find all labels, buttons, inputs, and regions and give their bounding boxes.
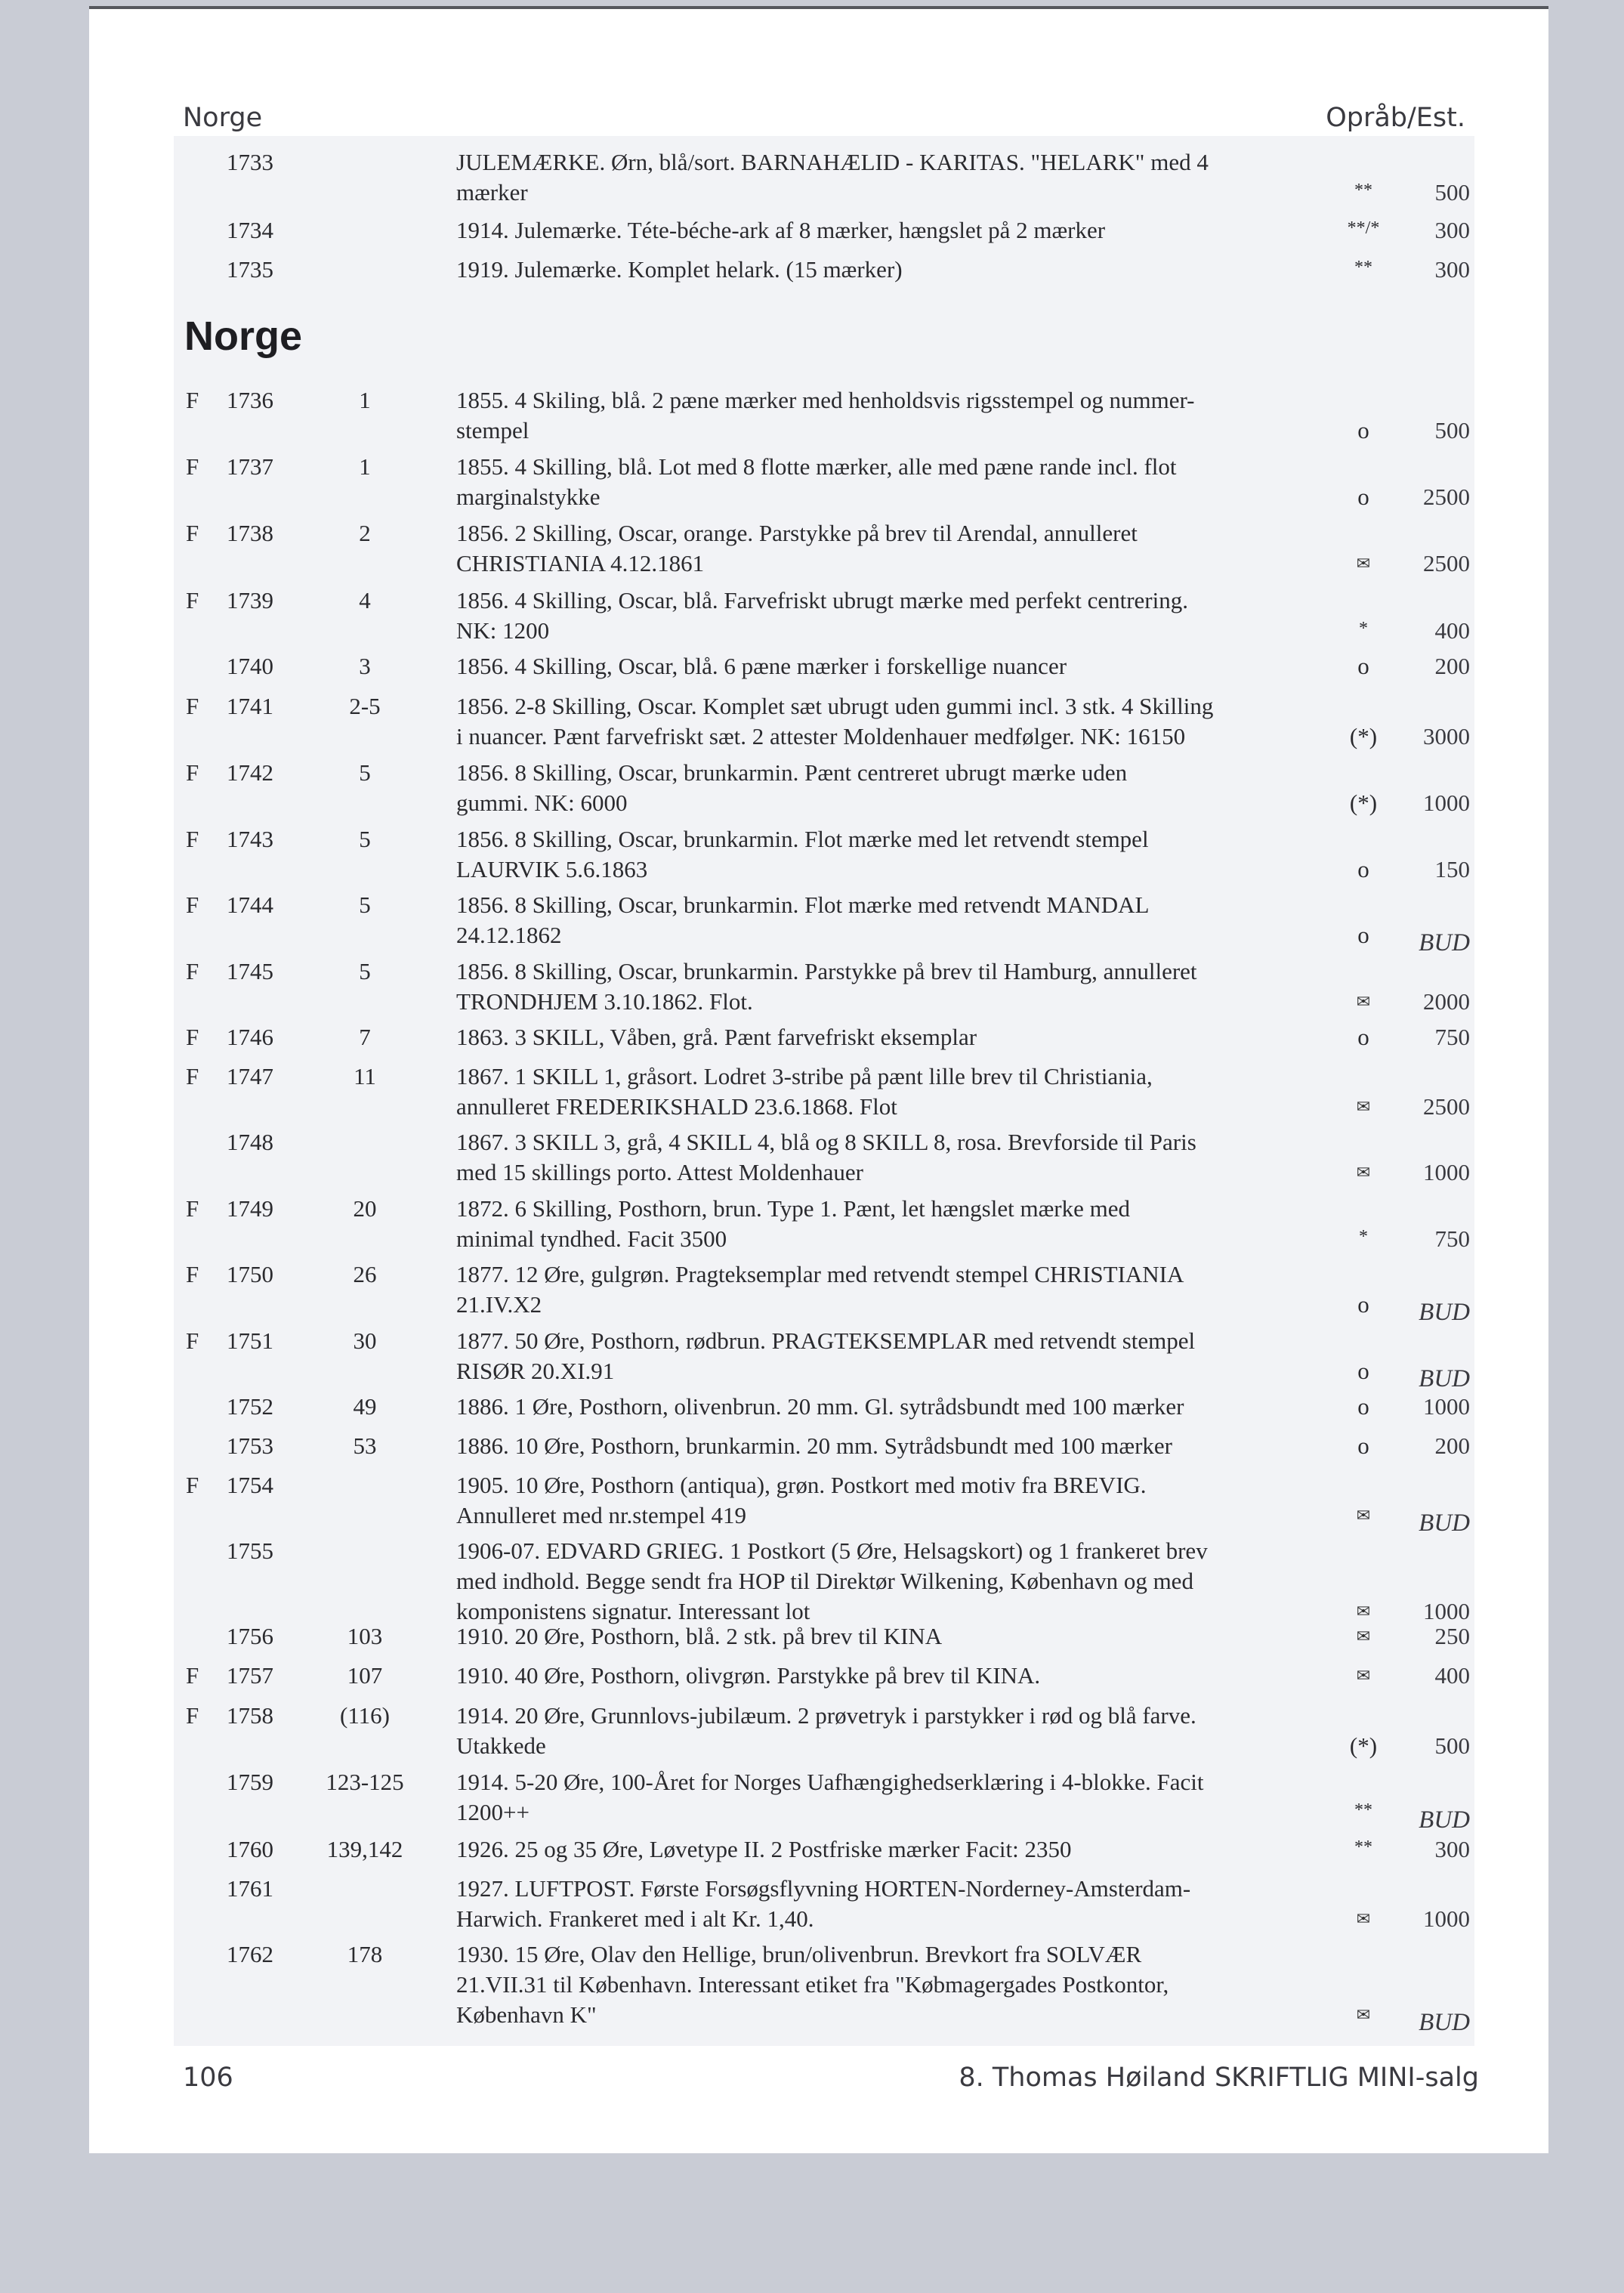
lot-row (0, 1431, 1624, 1461)
running-header-country: Norge (183, 103, 263, 133)
estimate-price: 2500 (1423, 550, 1470, 576)
lot-description (456, 651, 1325, 681)
estimate-price: 300 (1434, 256, 1470, 283)
estimate-price: BUD (1419, 1510, 1470, 1537)
estimate-price: BUD (1419, 1365, 1470, 1392)
lot-number: 1755 (227, 1537, 273, 1564)
catalog-number: 123-125 (326, 1769, 404, 1795)
estimate-price: 150 (1434, 856, 1470, 882)
lot-row (0, 1767, 1624, 1834)
description-line: med indhold. Begge sendt fra HOP til Direktør Wilkening, København og med (456, 1568, 1193, 1594)
lot-number: 1761 (227, 1875, 273, 1902)
lot-number: 1740 (227, 653, 273, 679)
description-line: 1910. 40 Øre, Posthorn, olivgrøn. Parstykke på brev til KINA. (456, 1662, 1041, 1689)
catalog-number: 3 (359, 653, 371, 679)
condition-mark: (*) (1349, 1732, 1378, 1759)
description-line: i nuancer. Pænt farvefriskt sæt. 2 attester Moldenhauer medfølger. NK: 16150 (456, 723, 1186, 749)
lot-number: 1735 (227, 256, 273, 283)
lot-row (0, 1661, 1624, 1691)
lot-description (456, 1392, 1325, 1422)
lot-description (456, 586, 1325, 646)
description-line: 1856. 8 Skilling, Oscar, brunkarmin. Flot mærke med retvendt MANDAL (456, 892, 1150, 918)
page-number: 106 (183, 2063, 233, 2093)
lot-number: 1743 (227, 826, 273, 852)
lot-number: 1747 (227, 1063, 273, 1089)
lot-row (0, 1127, 1624, 1188)
lot-row (0, 452, 1624, 512)
description-line: 1200++ (456, 1799, 529, 1825)
lot-number: 1748 (227, 1129, 273, 1155)
lot-row (0, 1939, 1624, 2036)
lot-row (0, 1621, 1624, 1652)
description-line: marginalstykke (456, 484, 601, 510)
estimate-price: 750 (1434, 1024, 1470, 1050)
lot-number: 1757 (227, 1662, 273, 1689)
condition-mark: ** (1354, 181, 1372, 200)
lot-description (456, 1259, 1325, 1320)
catalog-number: 20 (353, 1195, 377, 1222)
condition-mark: o (1357, 1358, 1369, 1384)
estimate-price: 2000 (1423, 988, 1470, 1015)
lot-row (0, 1392, 1624, 1422)
lot-row (0, 1259, 1624, 1326)
catalog-number: 49 (353, 1393, 377, 1420)
cover-icon: ✉ (1356, 554, 1371, 573)
description-line: minimal tyndhed. Facit 3500 (456, 1225, 727, 1252)
description-line: 24.12.1862 (456, 922, 562, 948)
description-line: gummi. NK: 6000 (456, 790, 628, 816)
catalog-number: 11 (354, 1063, 376, 1089)
lot-description (456, 1939, 1325, 2030)
catalog-number: 30 (353, 1327, 377, 1354)
cover-icon: ✉ (1356, 1097, 1371, 1116)
lot-row (0, 890, 1624, 956)
lot-number: 1752 (227, 1393, 273, 1420)
lot-description (456, 1326, 1325, 1386)
cover-icon: ✉ (1356, 1627, 1371, 1646)
lot-flag: F (186, 958, 199, 984)
lot-flag: F (186, 892, 199, 918)
lot-description (456, 385, 1325, 446)
estimate-price: 400 (1434, 617, 1470, 644)
description-line: NK: 1200 (456, 617, 550, 644)
lot-flag: F (186, 587, 199, 613)
cover-icon: ✉ (1356, 1909, 1371, 1928)
lot-row (0, 147, 1624, 208)
condition-mark: o (1357, 484, 1369, 510)
lot-row (0, 215, 1624, 246)
lot-flag: F (186, 1063, 199, 1089)
description-line: 1856. 4 Skilling, Oscar, blå. 6 pæne mærker i forskellige nuancer (456, 653, 1067, 679)
estimate-price: 200 (1434, 653, 1470, 679)
lot-number: 1760 (227, 1836, 273, 1862)
catalog-number: 178 (347, 1941, 383, 1967)
estimate-price: 500 (1434, 1732, 1470, 1759)
description-line: 1856. 8 Skilling, Oscar, brunkarmin. Parstykke på brev til Hamburg, annulleret (456, 958, 1197, 984)
description-line: 1926. 25 og 35 Øre, Løvetype II. 2 Postfriske mærker Facit: 2350 (456, 1836, 1072, 1862)
description-line: 1856. 2-8 Skilling, Oscar. Komplet sæt ubrugt uden gummi incl. 3 stk. 4 Skilling (456, 693, 1214, 719)
estimate-price: 300 (1434, 217, 1470, 243)
condition-mark: ** (1354, 1800, 1372, 1820)
description-line: annulleret FREDERIKSHALD 23.6.1868. Flot (456, 1093, 897, 1120)
estimate-price: 750 (1434, 1225, 1470, 1252)
description-line: 1856. 8 Skilling, Oscar, brunkarmin. Flot mærke med let retvendt stempel (456, 826, 1149, 852)
description-line: 1906-07. EDVARD GRIEG. 1 Postkort (5 Øre, Helsagskort) og 1 frankeret brev (456, 1537, 1208, 1564)
lot-description (456, 1767, 1325, 1828)
description-line: CHRISTIANIA 4.12.1861 (456, 550, 705, 576)
lot-row (0, 1701, 1624, 1761)
catalog-number: 5 (359, 759, 371, 786)
lot-row (0, 1326, 1624, 1392)
description-line: stempel (456, 417, 529, 443)
lot-number: 1758 (227, 1702, 273, 1729)
lot-number: 1736 (227, 387, 273, 413)
lot-flag: F (186, 387, 199, 413)
catalog-number: 2 (359, 520, 371, 546)
lot-number: 1734 (227, 217, 273, 243)
lot-description (456, 956, 1325, 1017)
lot-row (0, 1022, 1624, 1052)
condition-mark: o (1357, 1291, 1369, 1318)
lot-flag: F (186, 693, 199, 719)
description-line: 1930. 15 Øre, Olav den Hellige, brun/olivenbrun. Brevkort fra SOLVÆR (456, 1941, 1142, 1967)
estimate-price: 1000 (1423, 1393, 1470, 1420)
description-line: 1863. 3 SKILL, Våben, grå. Pænt farvefriskt eksemplar (456, 1024, 977, 1050)
description-line: Utakkede (456, 1732, 546, 1759)
catalog-number: 2-5 (349, 693, 381, 719)
cover-icon: ✉ (1356, 2005, 1371, 2024)
description-line: 1867. 3 SKILL 3, grå, 4 SKILL 4, blå og 8 SKILL 8, rosa. Brevforside til Paris (456, 1129, 1196, 1155)
lot-row (0, 1470, 1624, 1537)
lot-number: 1751 (227, 1327, 273, 1354)
lot-description (456, 1127, 1325, 1188)
lot-description (456, 890, 1325, 950)
catalog-number: 107 (347, 1662, 383, 1689)
lot-number: 1742 (227, 759, 273, 786)
description-line: 1886. 10 Øre, Posthorn, brunkarmin. 20 mm. Sytrådsbundt med 100 mærker (456, 1432, 1172, 1459)
lot-number: 1738 (227, 520, 273, 546)
description-line: RISØR 20.XI.91 (456, 1358, 615, 1384)
description-line: København K" (456, 2001, 597, 2028)
lot-row (0, 1874, 1624, 1934)
lot-number: 1750 (227, 1261, 273, 1287)
lot-flag: F (186, 759, 199, 786)
catalog-number: 4 (359, 587, 371, 613)
description-line: 1856. 4 Skilling, Oscar, blå. Farvefriskt ubrugt mærke med perfekt centrering. (456, 587, 1188, 613)
estimate-price: 200 (1434, 1432, 1470, 1459)
lot-flag: F (186, 1662, 199, 1689)
description-line: Annulleret med nr.stempel 419 (456, 1502, 746, 1528)
description-line: 1856. 2 Skilling, Oscar, orange. Parstykke på brev til Arendal, annulleret (456, 520, 1138, 546)
lot-description (456, 215, 1325, 246)
estimate-price: 250 (1434, 1623, 1470, 1649)
lot-description (456, 1874, 1325, 1934)
lot-description (456, 1834, 1325, 1865)
cover-icon: ✉ (1356, 1602, 1371, 1621)
estimate-price: 400 (1434, 1662, 1470, 1689)
lot-description (456, 1022, 1325, 1052)
lot-row (0, 691, 1624, 752)
condition-mark: ** (1354, 1837, 1372, 1857)
lot-description (456, 1701, 1325, 1761)
lot-description (456, 255, 1325, 285)
lot-number: 1733 (227, 149, 273, 175)
condition-mark: o (1357, 1393, 1369, 1420)
lot-number: 1759 (227, 1769, 273, 1795)
lot-row (0, 518, 1624, 579)
cover-icon: ✉ (1356, 1506, 1371, 1525)
description-line: 1872. 6 Skilling, Posthorn, brun. Type 1. Pænt, let hængslet mærke med (456, 1195, 1130, 1222)
estimate-price: 2500 (1423, 1093, 1470, 1120)
estimate-price: 300 (1434, 1836, 1470, 1862)
running-header-column-label: Opråb/Est. (1326, 103, 1465, 133)
lot-number: 1744 (227, 892, 273, 918)
condition-mark: * (1359, 619, 1368, 638)
description-line: 1877. 50 Øre, Posthorn, rødbrun. PRAGTEKSEMPLAR med retvendt stempel (456, 1327, 1196, 1354)
lot-description (456, 758, 1325, 818)
lot-number: 1753 (227, 1432, 273, 1459)
description-line: 1855. 4 Skilling, blå. Lot med 8 flotte mærker, alle med pæne rande incl. flot (456, 453, 1177, 480)
condition-mark: **/* (1347, 218, 1380, 238)
lot-flag: F (186, 1195, 199, 1222)
lot-description (456, 1431, 1325, 1461)
description-line: 21.IV.X2 (456, 1291, 542, 1318)
lot-description (456, 147, 1325, 208)
estimate-price: 1000 (1423, 790, 1470, 816)
estimate-price: 2500 (1423, 484, 1470, 510)
description-line: 1910. 20 Øre, Posthorn, blå. 2 stk. på brev til KINA (456, 1623, 943, 1649)
description-line: 1919. Julemærke. Komplet helark. (15 mærker) (456, 256, 903, 283)
description-line: LAURVIK 5.6.1863 (456, 856, 648, 882)
condition-mark: (*) (1349, 723, 1378, 749)
condition-mark: o (1357, 653, 1369, 679)
catalog-number: (116) (340, 1702, 390, 1729)
condition-mark: o (1357, 417, 1369, 443)
estimate-price: 1000 (1423, 1598, 1470, 1624)
condition-mark: * (1359, 1227, 1368, 1247)
lot-number: 1741 (227, 693, 273, 719)
lot-description (456, 1536, 1325, 1627)
catalog-number: 5 (359, 826, 371, 852)
catalog-number: 5 (359, 958, 371, 984)
lot-flag: F (186, 826, 199, 852)
description-line: 1867. 1 SKILL 1, gråsort. Lodret 3-stribe på pænt lille brev til Christiania, (456, 1063, 1153, 1089)
lot-number: 1737 (227, 453, 273, 480)
catalog-title: 8. Thomas Høiland SKRIFTLIG MINI-salg (959, 2063, 1479, 2093)
cover-icon: ✉ (1356, 1163, 1371, 1182)
lot-description (456, 518, 1325, 579)
lot-row (0, 1194, 1624, 1254)
condition-mark: o (1357, 922, 1369, 948)
description-line: 1905. 10 Øre, Posthorn (antiqua), grøn. Postkort med motiv fra BREVIG. (456, 1472, 1147, 1498)
lot-number: 1746 (227, 1024, 273, 1050)
estimate-price: BUD (1419, 1806, 1470, 1834)
condition-mark: o (1357, 1024, 1369, 1050)
lot-row (0, 1834, 1624, 1865)
estimate-price: 3000 (1423, 723, 1470, 749)
catalog-number: 5 (359, 892, 371, 918)
catalog-number: 139,142 (326, 1836, 403, 1862)
lot-row (0, 1536, 1624, 1627)
catalog-number: 103 (347, 1623, 383, 1649)
condition-mark: o (1357, 856, 1369, 882)
description-line: 1927. LUFTPOST. Første Forsøgsflyvning HORTEN-Norderney-Amsterdam- (456, 1875, 1191, 1902)
lot-row (0, 586, 1624, 646)
estimate-price: BUD (1419, 929, 1470, 956)
catalog-number: 1 (359, 387, 371, 413)
lot-flag: F (186, 1261, 199, 1287)
lot-row (0, 1062, 1624, 1122)
estimate-price: 1000 (1423, 1905, 1470, 1932)
lot-description (456, 1621, 1325, 1652)
lot-description (456, 452, 1325, 512)
lot-description (456, 1194, 1325, 1254)
lot-number: 1754 (227, 1472, 273, 1498)
description-line: 1914. 20 Øre, Grunnlovs-jubilæum. 2 prøvetryk i parstykker i rød og blå farve. (456, 1702, 1196, 1729)
estimate-price: 500 (1434, 179, 1470, 206)
estimate-price: 1000 (1423, 1159, 1470, 1185)
lot-flag: F (186, 520, 199, 546)
description-line: 1914. 5-20 Øre, 100-Året for Norges Uafhængighedserklæring i 4-blokke. Facit (456, 1769, 1204, 1795)
condition-mark: (*) (1349, 790, 1378, 816)
lot-number: 1756 (227, 1623, 273, 1649)
condition-mark: ** (1354, 258, 1372, 277)
lot-flag: F (186, 1024, 199, 1050)
lot-flag: F (186, 1472, 199, 1498)
description-line: mærker (456, 179, 528, 206)
lot-flag: F (186, 1327, 199, 1354)
cover-icon: ✉ (1356, 992, 1371, 1011)
description-line: 21.VII.31 til København. Interessant etiket fra "Købmagergades Postkontor, (456, 1971, 1169, 1998)
description-line: Harwich. Frankeret med i alt Kr. 1,40. (456, 1905, 814, 1932)
description-line: 1856. 8 Skilling, Oscar, brunkarmin. Pænt centreret ubrugt mærke uden (456, 759, 1128, 786)
description-line: med 15 skillings porto. Attest Moldenhauer (456, 1159, 864, 1185)
lot-description (456, 1470, 1325, 1531)
description-line: 1886. 1 Øre, Posthorn, olivenbrun. 20 mm. Gl. sytrådsbundt med 100 mærker (456, 1393, 1184, 1420)
description-line: JULEMÆRKE. Ørn, blå/sort. BARNAHÆLID - KARITAS. "HELARK" med 4 (456, 149, 1209, 175)
lot-row (0, 824, 1624, 885)
lot-number: 1762 (227, 1941, 273, 1967)
estimate-price: BUD (1419, 1299, 1470, 1326)
lot-flag: F (186, 1702, 199, 1729)
description-line: TRONDHJEM 3.10.1862. Flot. (456, 988, 753, 1015)
estimate-price: BUD (1419, 2009, 1470, 2036)
estimate-price: 500 (1434, 417, 1470, 443)
description-line: 1855. 4 Skiling, blå. 2 pæne mærker med henholdsvis rigsstempel og nummer- (456, 387, 1195, 413)
page-top-edge (89, 6, 1548, 9)
lot-row (0, 758, 1624, 818)
description-line: 1877. 12 Øre, gulgrøn. Pragteksemplar med retvendt stempel CHRISTIANIA (456, 1261, 1184, 1287)
catalog-number: 7 (359, 1024, 371, 1050)
lot-description (456, 1661, 1325, 1691)
lot-row (0, 956, 1624, 1017)
cover-icon: ✉ (1356, 1666, 1371, 1685)
lot-description (456, 1062, 1325, 1122)
lot-row (0, 255, 1624, 285)
lot-row (0, 385, 1624, 446)
catalog-number: 53 (353, 1432, 377, 1459)
lot-number: 1745 (227, 958, 273, 984)
lot-number: 1739 (227, 587, 273, 613)
condition-mark: o (1357, 1432, 1369, 1459)
lot-row (0, 651, 1624, 681)
lot-number: 1749 (227, 1195, 273, 1222)
lot-description (456, 824, 1325, 885)
description-line: komponistens signatur. Interessant lot (456, 1598, 810, 1624)
lot-description (456, 691, 1325, 752)
description-line: 1914. Julemærke. Téte-béche-ark af 8 mærker, hængslet på 2 mærker (456, 217, 1106, 243)
catalog-number: 26 (353, 1261, 377, 1287)
section-title: Norge (184, 314, 303, 359)
catalog-number: 1 (359, 453, 371, 480)
lot-flag: F (186, 453, 199, 480)
